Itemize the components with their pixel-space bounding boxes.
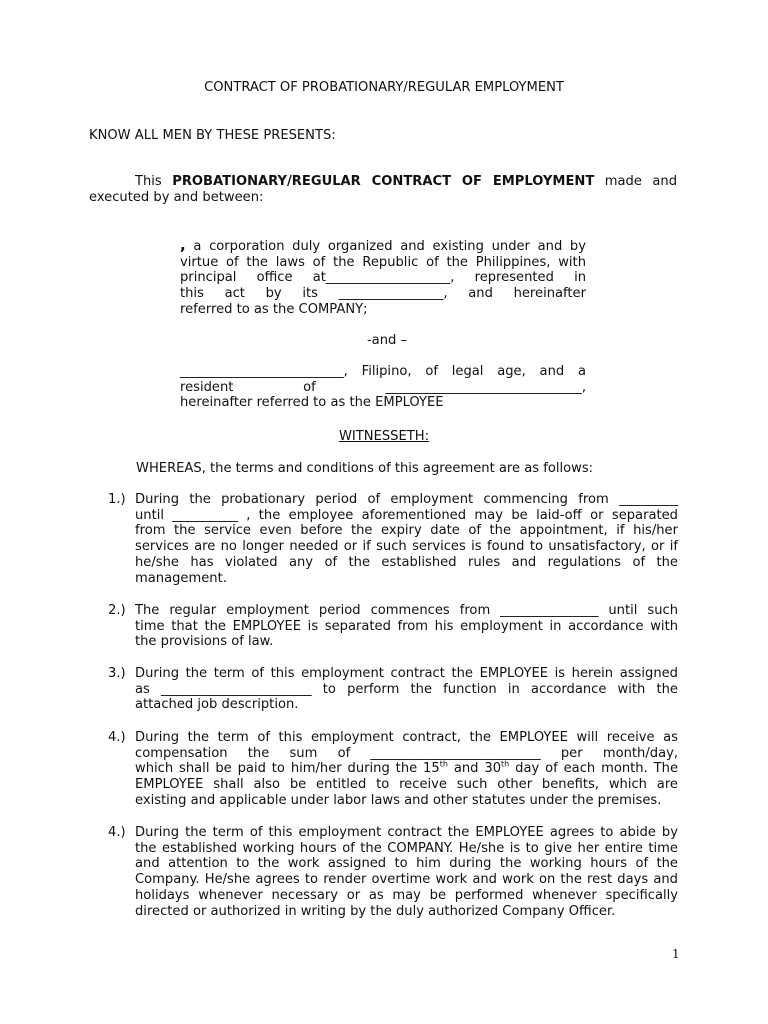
clause-4-working-hours: 4.) During the term of this employment contract the EMPLOYEE agrees to abide by the established working hours of the COMPANY. He/she is to give her entire time and attention to the work assigned to him during the working hours of the Company. He/she agrees to render overtime work and work on the rest days and holidays whenever necessary or as may be performed whenever specifically directed or authorized in writing by the duly authorized Company Officer. [108, 825, 678, 919]
company-line-4: this act by its ________________, and hereinafter [180, 286, 586, 302]
clause-number: 4.) [108, 730, 126, 745]
intro-paragraph [89, 174, 677, 205]
clause-4-compensation: 4.) During the term of this employment contract, the EMPLOYEE will receive as compensation the sum of __________________________ per month/day, which shall be paid to him/her during the 15th and 30th day of each month. The EMPLOYEE shall also be entitled to receive such other benefits, which are existing and applicable under labor laws and other statutes under the premises. [108, 730, 679, 808]
clause-number: 3.) [108, 666, 126, 681]
pay-days-line: which shall be paid to him/her during the 15th and 30th day of each month. The [135, 760, 679, 777]
contract-type-bold: PROBATIONARY/REGULAR CONTRACT OF EMPLOYMENT [172, 174, 595, 189]
company-line-5: referred to as the COMPANY; [180, 301, 368, 317]
intro-line-1: This PROBATIONARY/REGULAR CONTRACT OF EMPLOYMENT made and [135, 174, 677, 189]
employee-line-2: resident of ______________________________, [180, 379, 586, 395]
company-party-block [180, 238, 586, 318]
clause-3: 3.) During the term of this employment contract the EMPLOYEE is herein assigned as _______________________ to perform the function in accordance with the attached job description. [108, 666, 678, 713]
page-number: 1 [672, 947, 680, 961]
employee-line-3: hereinafter referred to as the EMPLOYEE [180, 395, 444, 411]
witnesseth-heading: WITNESSETH: [338, 429, 430, 444]
clause-number: 2.) [108, 603, 126, 618]
whereas-clause: WHEREAS, the terms and conditions of this agreement are as follows: [136, 461, 594, 476]
greeting: KNOW ALL MEN BY THESE PRESENTS: [89, 128, 336, 143]
contract-title: CONTRACT OF PROBATIONARY/REGULAR EMPLOYMENT [204, 80, 564, 95]
clause-number: 4.) [108, 825, 126, 840]
intro-line-2: executed by and between: [89, 189, 264, 205]
employee-line-1: _________________________, Filipino, of legal age, and a [180, 364, 586, 379]
employee-party-block [180, 364, 586, 411]
company-line-2: virtue of the laws of the Republic of the Philippines, with [180, 254, 586, 270]
clause-number: 1.) [108, 492, 126, 507]
company-line-3: principal office at___________________, represented in [180, 270, 586, 286]
company-line-1: , a corporation duly organized and existing under and by [180, 236, 586, 254]
clause-1: 1.) During the probationary period of employment commencing from _________ until __________ , the employee aforementioned may be laid-off or separated from the service even before the expiry date of the appointment, if his/her services are no longer needed or if such services is found to unsatisfactory, or if he/she has violated any of the established rules and regulations of the management. [108, 492, 678, 586]
clause-2: 2.) The regular employment period commences from _______________ until such time that the EMPLOYEE is separated from his employment in accordance with the provisions of law. [108, 603, 678, 650]
and-separator: -and – [366, 333, 408, 348]
